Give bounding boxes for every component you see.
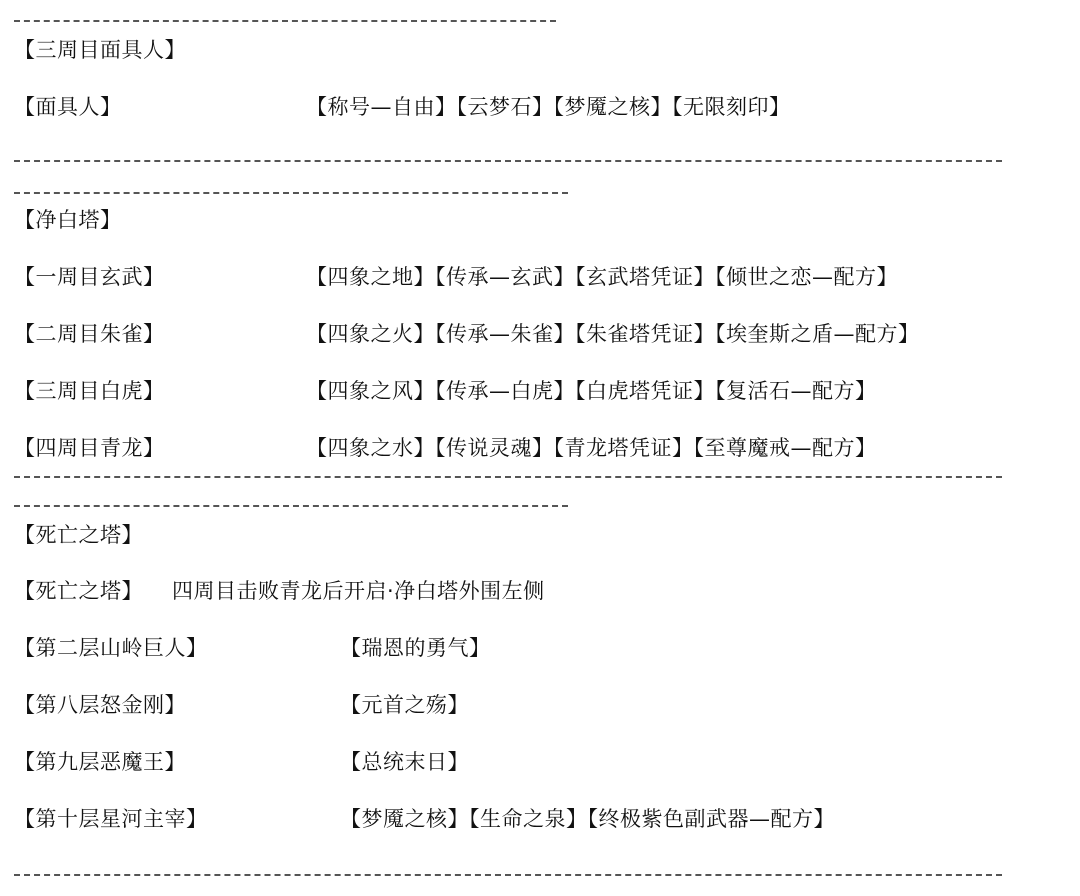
section-header-mask: 【三周目面具人】 bbox=[14, 38, 186, 62]
reward-list: 【瑞恩的勇气】 bbox=[340, 636, 491, 660]
section-divider bbox=[14, 20, 556, 22]
tower-intro-name: 【死亡之塔】 bbox=[14, 579, 143, 603]
boss-name: 【三周目白虎】 bbox=[14, 379, 165, 403]
reward-list: 【称号—自由】【云梦石】【梦魇之核】【无限刻印】 bbox=[306, 95, 791, 119]
boss-name: 【一周目玄武】 bbox=[14, 265, 165, 289]
reward-list: 【元首之殇】 bbox=[340, 693, 469, 717]
section-divider bbox=[14, 874, 1002, 876]
boss-name: 【二周目朱雀】 bbox=[14, 322, 165, 346]
section-divider bbox=[14, 505, 568, 507]
reward-list: 【梦魇之核】【生命之泉】【终极紫色副武器—配方】 bbox=[340, 807, 835, 831]
reward-list: 【四象之火】【传承—朱雀】【朱雀塔凭证】【埃奎斯之盾—配方】 bbox=[306, 322, 920, 346]
floor-boss-name: 【第八层怒金刚】 bbox=[14, 693, 186, 717]
floor-boss-name: 【第二层山岭巨人】 bbox=[14, 636, 208, 660]
reward-list: 【四象之水】【传说灵魂】【青龙塔凭证】【至尊魔戒—配方】 bbox=[306, 436, 877, 460]
section-divider bbox=[14, 160, 1002, 162]
floor-boss-name: 【第十层星河主宰】 bbox=[14, 807, 208, 831]
boss-name: 【四周目青龙】 bbox=[14, 436, 165, 460]
section-header-white-tower: 【净白塔】 bbox=[14, 208, 122, 232]
reward-list: 【四象之地】【传承—玄武】【玄武塔凭证】【倾世之恋—配方】 bbox=[306, 265, 898, 289]
tower-intro-note: 四周目击败青龙后开启·净白塔外围左侧 bbox=[172, 579, 545, 603]
floor-boss-name: 【第九层恶魔王】 bbox=[14, 750, 186, 774]
section-divider bbox=[14, 192, 568, 194]
section-divider bbox=[14, 476, 1002, 478]
boss-name: 【面具人】 bbox=[14, 95, 122, 119]
reward-list: 【总统末日】 bbox=[340, 750, 469, 774]
section-header-death-tower: 【死亡之塔】 bbox=[14, 523, 143, 547]
reward-list: 【四象之风】【传承—白虎】【白虎塔凭证】【复活石—配方】 bbox=[306, 379, 877, 403]
